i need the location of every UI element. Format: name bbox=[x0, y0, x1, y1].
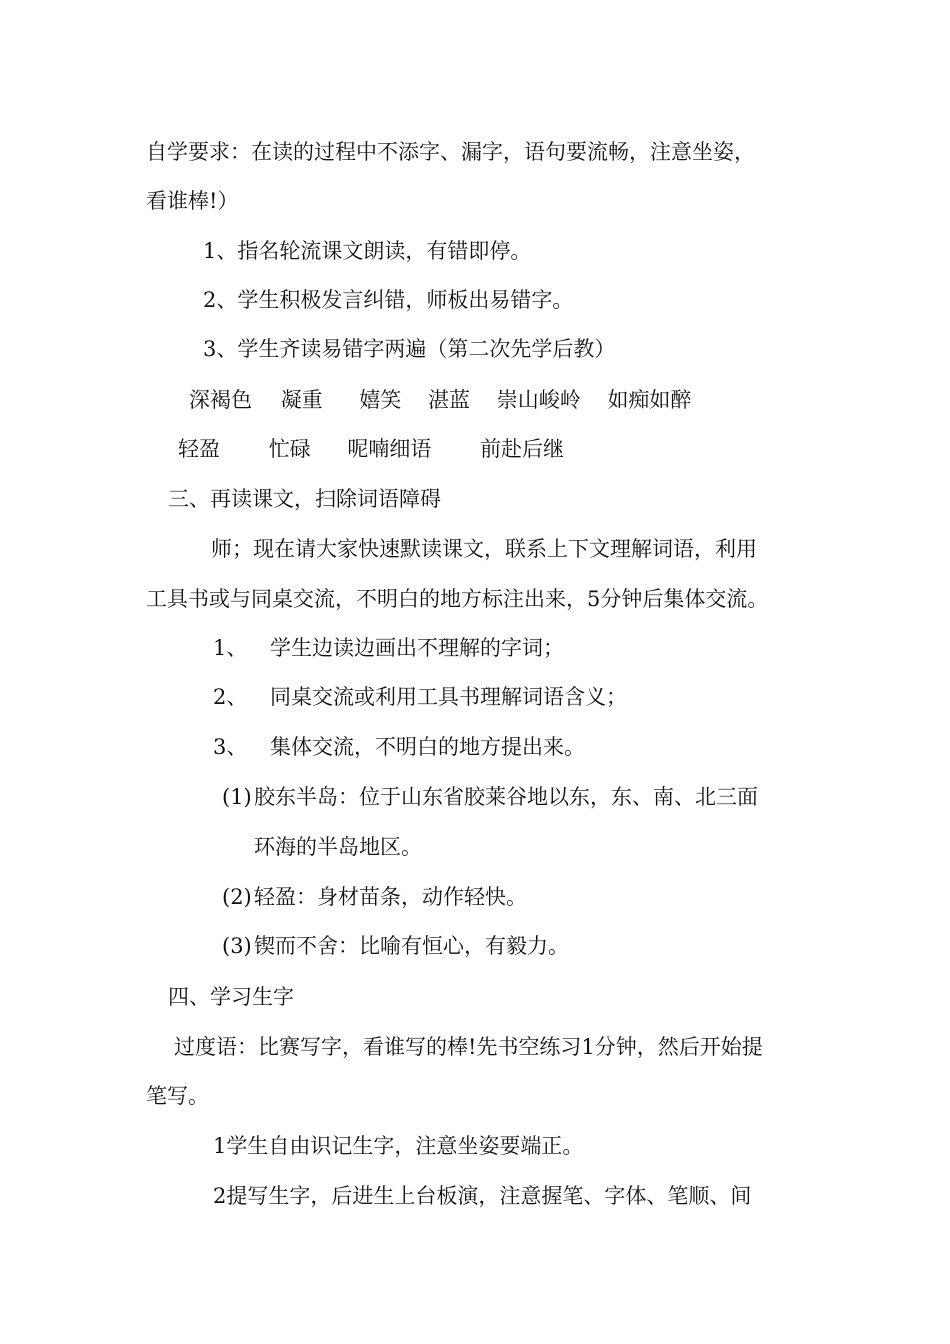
self-study-requirement-line-1: 自学要求：在读的过程中不添字、漏字，语句要流畅，注意坐姿， bbox=[146, 140, 755, 164]
step-text: 学生边读边画出不理解的字词； bbox=[270, 636, 564, 660]
reading-step-1: 1、指名轮流课文朗读，有错即停。 bbox=[203, 239, 532, 263]
vocab-word: 前赴后继 bbox=[480, 437, 565, 461]
step-number: 3、 bbox=[213, 735, 248, 759]
reading-step-3: 3、学生齐读易错字两遍（第二次先学后教） bbox=[203, 337, 616, 361]
teacher-instruction-line-2: 工具书或与同桌交流，不明白的地方标注出来，5分钟后集体交流。 bbox=[146, 587, 769, 611]
transition-line-1: 过度语：比赛写字，看谁写的棒!先书空练习1分钟，然后开始提 bbox=[174, 1035, 763, 1059]
vocab-word: 崇山峻岭 bbox=[496, 388, 581, 412]
vocab-word: 呢喃细语 bbox=[347, 437, 432, 461]
teacher-instruction-line-1: 师；现在请大家快速默读课文，联系上下文理解词语，利用 bbox=[211, 537, 757, 561]
vocabulary-row-2 bbox=[178, 434, 564, 464]
vocabulary-row-1 bbox=[189, 385, 691, 415]
definition-text: 锲而不舍：比喻有恒心，有毅力。 bbox=[254, 934, 569, 958]
step-text: 集体交流，不明白的地方提出来。 bbox=[270, 735, 585, 759]
vocab-word: 深褐色 bbox=[189, 388, 252, 412]
definition-text-continued: 环海的半岛地区。 bbox=[254, 835, 422, 859]
writing-item-2: 2提写生字，后进生上台板演，注意握笔、字体、笔顺、间 bbox=[213, 1184, 752, 1208]
step-text: 同桌交流或利用工具书理解词语含义； bbox=[270, 685, 627, 709]
vocab-word: 嬉笑 bbox=[359, 388, 402, 412]
vocab-word: 轻盈 bbox=[178, 437, 220, 461]
section-4-heading: 四、学习生字 bbox=[168, 985, 294, 1009]
definition-text: 胶东半岛：位于山东省胶莱谷地以东，东、南、北三面 bbox=[254, 785, 758, 809]
transition-line-2: 笔写。 bbox=[146, 1084, 209, 1108]
step-number: 2、 bbox=[213, 685, 248, 709]
vocab-word: 如痴如醉 bbox=[607, 388, 692, 412]
vocab-word: 湛蓝 bbox=[428, 388, 471, 412]
section-3-heading: 三、再读课文，扫除词语障碍 bbox=[168, 487, 441, 511]
definition-number: (3) bbox=[222, 934, 252, 958]
writing-item-1: 1学生自由识记生字，注意坐姿要端正。 bbox=[213, 1134, 584, 1158]
self-study-requirement-line-2: 看谁棒!） bbox=[146, 189, 239, 213]
definition-number: (2) bbox=[222, 885, 252, 909]
vocab-word: 凝重 bbox=[280, 388, 323, 412]
vocab-word: 忙碌 bbox=[268, 437, 311, 461]
definition-number: (1) bbox=[222, 785, 252, 809]
step-number: 1、 bbox=[213, 636, 248, 660]
definition-text: 轻盈：身材苗条，动作轻快。 bbox=[254, 885, 527, 909]
reading-step-2: 2、学生积极发言纠错，师板出易错字。 bbox=[203, 288, 574, 312]
